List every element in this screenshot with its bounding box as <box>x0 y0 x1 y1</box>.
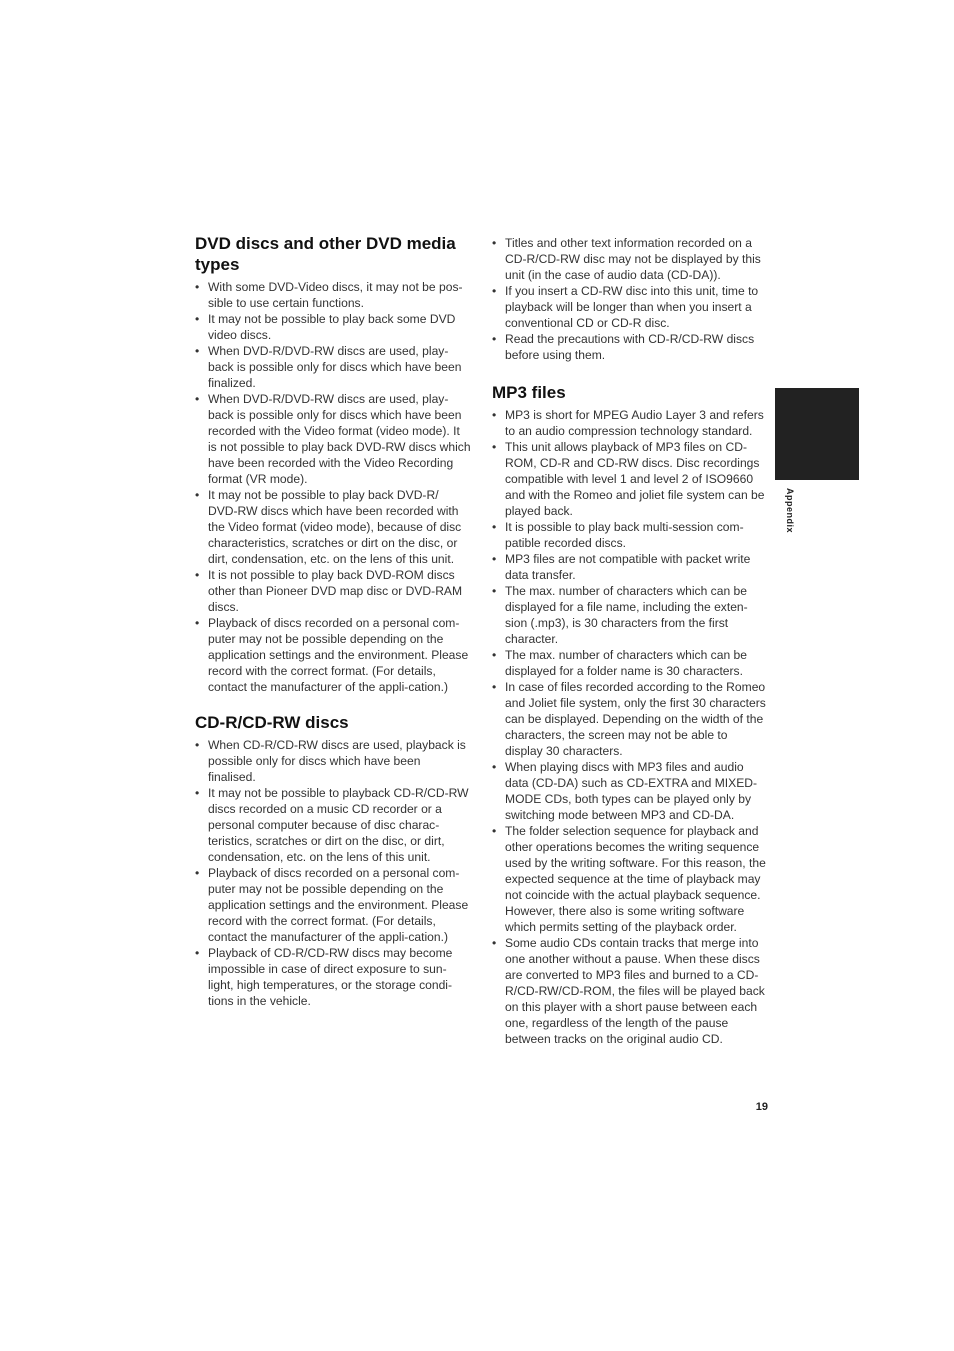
list-item: • The folder selection sequence for playback and other operations becomes the writing sequence used by the writing software. For this reason, the expected sequence at the time of playback may not coincide with the actual playback sequence. However, there also is some writing software which permits setting of the playback order. <box>492 823 766 935</box>
list-item: • Read the precautions with CD-R/CD-RW discs before using them. <box>492 331 766 363</box>
appendix-side-tab <box>775 388 859 480</box>
list-item: • When playing discs with MP3 files and audio data (CD-DA) such as CD-EXTRA and MIXED-MODE CDs, both types can be played only by switching mode between MP3 and CD-DA. <box>492 759 766 823</box>
right-column <box>492 235 766 1047</box>
list-item: • MP3 is short for MPEG Audio Layer 3 and refers to an audio compression technology standard. <box>492 407 766 439</box>
list-item: • The max. number of characters which can be displayed for a file name, including the exten-sion (.mp3), is 30 characters from the first character. <box>492 583 766 647</box>
list-item: • If you insert a CD-RW disc into this unit, time to playback will be longer than when you insert a conventional CD or CD-R disc. <box>492 283 766 331</box>
cdr-continued-bullet-list <box>492 235 766 363</box>
cdr-bullet-list <box>195 737 471 1009</box>
left-column <box>195 233 471 1009</box>
mp3-bullet-list <box>492 407 766 1047</box>
list-item: • In case of files recorded according to the Romeo and Joliet file system, only the first 30 characters can be displayed. Depending on the width of the characters, the screen may not be able to display 30 characters. <box>492 679 766 759</box>
list-item: • MP3 files are not compatible with packet write data transfer. <box>492 551 766 583</box>
list-item: • It is possible to play back multi-session com-patible recorded discs. <box>492 519 766 551</box>
list-item: • Playback of discs recorded on a personal com-puter may not be possible depending on the application settings and the environment. Please record with the correct format. (For details, contact the manufacturer of the appli-cation.) <box>195 615 471 695</box>
list-item: • When DVD-R/DVD-RW discs are used, play-back is possible only for discs which have been recorded with the Video format (video mode). It is not possible to play back DVD-RW discs which have been recorded with the Video Recording format (VR mode). <box>195 391 471 487</box>
page-number: 19 <box>755 1101 768 1113</box>
list-item: • Playback of discs recorded on a personal com-puter may not be possible depending on the application settings and the environment. Please record with the correct format. (For details, contact the manufacturer of the appli-cation.) <box>195 865 471 945</box>
cdr-section-heading: CD-R/CD-RW discs <box>195 713 349 732</box>
list-item: • Some audio CDs contain tracks that merge into one another without a pause. When these discs are converted to MP3 files and burned to a CD-R/CD-RW/CD-ROM, the files will be played back on this player with a short pause between each one, regardless of the length of the pause between tracks on the original audio CD. <box>492 935 766 1047</box>
list-item: • When DVD-R/DVD-RW discs are used, play-back is possible only for discs which have been finalized. <box>195 343 471 391</box>
list-item: • It may not be possible to play back some DVD video discs. <box>195 311 471 343</box>
appendix-side-label: Appendix <box>785 488 795 534</box>
list-item: • The max. number of characters which can be displayed for a folder name is 30 characters. <box>492 647 766 679</box>
list-item: • Playback of CD-R/CD-RW discs may become impossible in case of direct exposure to sun-light, high temperatures, or the storage condi-tions in the vehicle. <box>195 945 471 1009</box>
list-item: • It may not be possible to playback CD-R/CD-RW discs recorded on a music CD recorder or a personal computer because of disc charac-teristics, scratches or dirt on the disc, or dirt, condensation, etc. on the lens of this unit. <box>195 785 471 865</box>
list-item: • It is not possible to play back DVD-ROM discs other than Pioneer DVD map disc or DVD-RAM discs. <box>195 567 471 615</box>
list-item: • Titles and other text information recorded on a CD-R/CD-RW disc may not be displayed by this unit (in the case of audio data (CD-DA)). <box>492 235 766 283</box>
list-item: • It may not be possible to play back DVD-R/ DVD-RW discs which have been recorded with the Video format (video mode), because of disc characteristics, scratches or dirt on the disc, or dirt, condensation, etc. on the lens of this unit. <box>195 487 471 567</box>
mp3-section-heading: MP3 files <box>492 383 566 402</box>
list-item: • When CD-R/CD-RW discs are used, playback is possible only for discs which have been finalised. <box>195 737 471 785</box>
list-item: • This unit allows playback of MP3 files on CD-ROM, CD-R and CD-RW discs. Disc recordings compatible with level 1 and level 2 of ISO9660 and with the Romeo and joliet file system can be played back. <box>492 439 766 519</box>
list-item: • With some DVD-Video discs, it may not be pos-sible to use certain functions. <box>195 279 471 311</box>
dvd-section-heading: DVD discs and other DVD media types <box>195 234 456 274</box>
dvd-bullet-list <box>195 279 471 695</box>
